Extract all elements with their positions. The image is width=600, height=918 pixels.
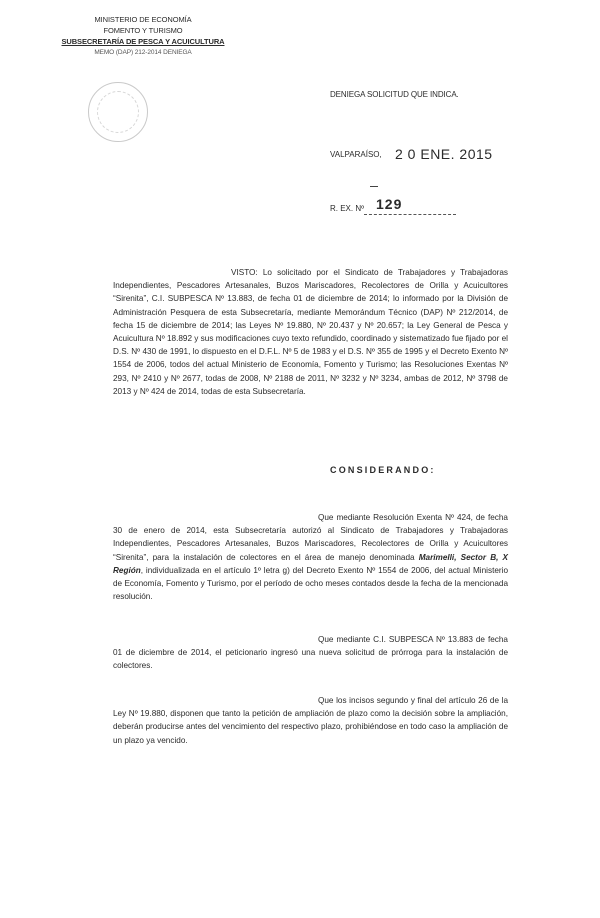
ministry-name: MINISTERIO DE ECONOMÍA bbox=[94, 15, 192, 24]
ministry-subtitle: FOMENTO Y TURISMO bbox=[103, 26, 183, 35]
considerando-paragraph-2 bbox=[113, 633, 508, 673]
p3-text: Que los incisos segundo y final del artículo 26 de la Ley Nº 19.880, disponen que tanto la petición de ampliación de plazo como la decisión sobre la ampliación, deberán producirse antes del vencimiento del respectivo plazo, prohibiéndose en todo caso la ampliación de un plazo ya vencido. bbox=[113, 696, 508, 745]
official-stamp bbox=[88, 82, 148, 142]
considerando-heading: CONSIDERANDO: bbox=[330, 465, 436, 475]
p2-text: Que mediante C.I. SUBPESCA Nº 13.883 de fecha 01 de diciembre de 2014, el peticionario ingresó una nueva solicitud de prórroga para la instalación de colectores. bbox=[113, 635, 508, 671]
subsecretariat-name: SUBSECRETARÍA DE PESCA Y ACUICULTURA bbox=[61, 37, 225, 46]
p1-area-name: Marimelli, Sector B, X Región bbox=[113, 552, 508, 575]
resolution-prefix: R. EX. Nº bbox=[330, 204, 365, 213]
considerando-paragraph-1 bbox=[113, 511, 508, 603]
visto-label: VISTO: bbox=[231, 268, 258, 277]
p1-text-b: , individualizada en el artículo 1º letra g) del Decreto Exento Nº 1554 de 2006, del actual Ministerio de Economía, Fomento y Turismo, por el período de ocho meses contados desde la fecha de la mencionada resolución. bbox=[113, 565, 508, 602]
date-stamp: 2 0 ENE. 2015 bbox=[395, 146, 493, 162]
p1-text-a: Que mediante Resolución Exenta Nº 424, de fecha 30 de enero de 2014, esta Subsecretaría autorizó al Sindicato de Trabajadores y Trabajadoras Independientes, Pescadores Artesanales, Buzos Mariscadores, Recolectores de Orilla y Acuicultores “Sirenita”, para la instalación de colectores en el área de manejo denominada bbox=[113, 513, 508, 562]
mark-line bbox=[370, 186, 378, 187]
resolution-number: 129 bbox=[376, 196, 403, 212]
city-label: VALPARAÍSO, bbox=[330, 150, 382, 159]
letterhead bbox=[48, 14, 238, 58]
resolution-underline bbox=[364, 214, 456, 215]
visto-paragraph bbox=[113, 266, 508, 398]
memo-reference: MEMO (DAP) 212-2014 DENIEGA bbox=[94, 49, 192, 56]
considerando-paragraph-3 bbox=[113, 694, 508, 747]
visto-text: Lo solicitado por el Sindicato de Trabajadores y Trabajadoras Independientes, Pescadores Artesanales, Buzos Mariscadores, Recolectores de Orilla y Acuicultores “Sirenita”, C.I. SUBPESCA Nº 13.883, de fecha 01 de diciembre de 2014; lo informado por la División de Administración Pesquera de esta Subsecretaría, mediante Memorándum Técnico (DAP) Nº 212/2014, de fecha 15 de diciembre de 2014; las Leyes Nº 19.880, Nº 20.437 y Nº 20.657; la Ley General de Pesca y Acuicultura Nº 18.892 y sus modificaciones cuyo texto refundido, coordinado y sistematizado fue fijado por el D.S. Nº 430 de 1991, lo dispuesto en el D.F.L. Nº 5 de 1983 y el D.S. Nº 355 de 1995 y el Decreto Exento Nº 1554 de 2006, todos del actual Ministerio de Economía, Fomento y Turismo; las Resoluciones Exentas Nº 293, Nº 2410 y Nº 2677, todas de 2008, Nº 2188 de 2011, Nº 3232 y Nº 3234, ambas de 2012, Nº 3798 de 2013 y Nº 424 de 2014, todas de esta Subsecretaría. bbox=[113, 268, 508, 396]
document-subject: DENIEGA SOLICITUD QUE INDICA. bbox=[330, 90, 459, 99]
